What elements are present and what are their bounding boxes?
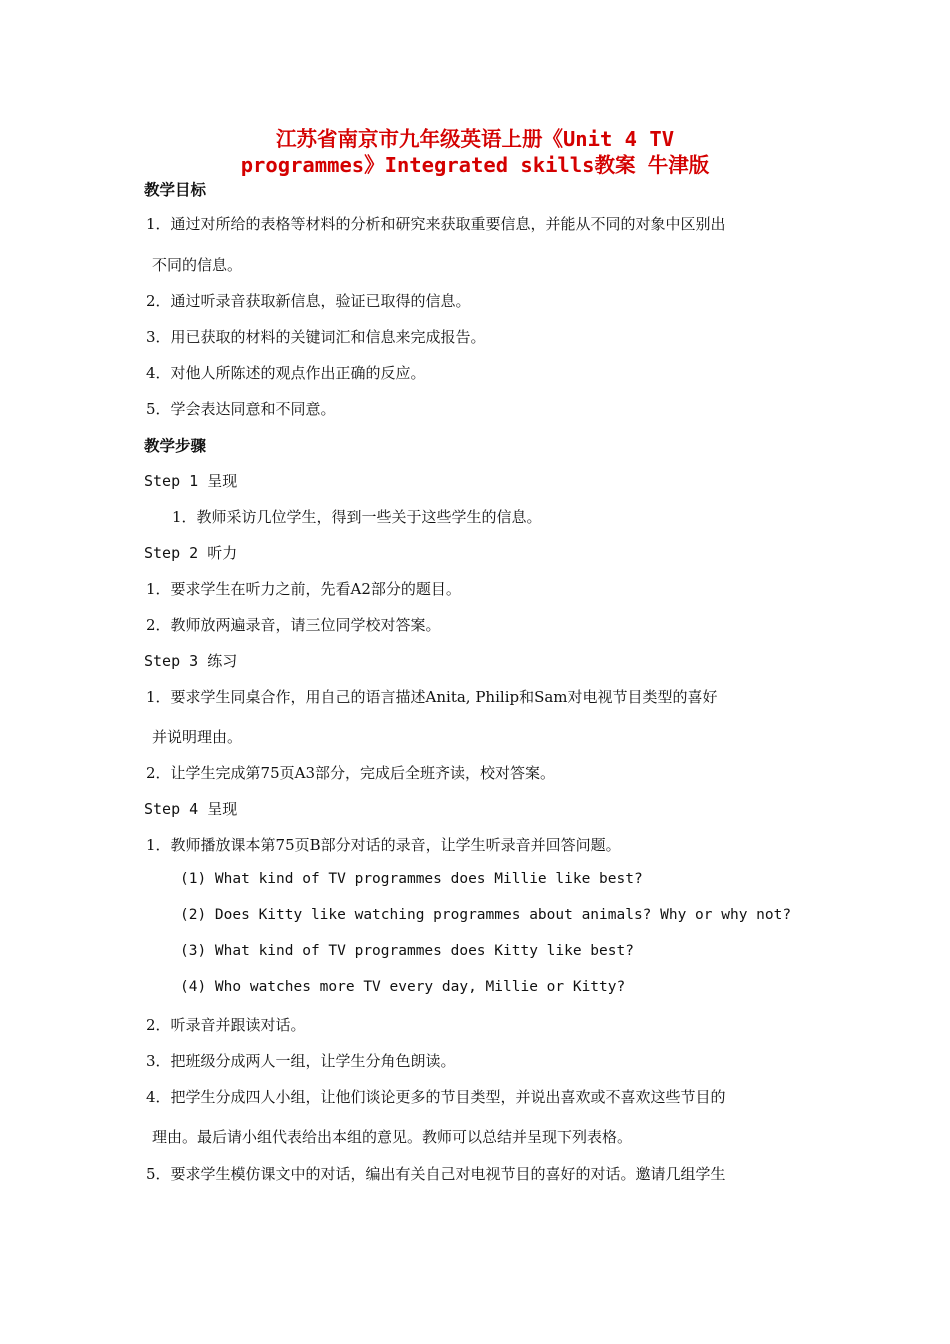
step-4-label: Step 4 呈现 — [144, 800, 238, 818]
objectives-heading: 教学目标 — [144, 181, 207, 199]
step-4-item: 3．把班级分成两人一组，让学生分角色朗读。 — [146, 1052, 456, 1070]
step-4-item: 4．把学生分成四人小组，让他们谈论更多的节目类型，并说出喜欢或不喜欢这些节目的 — [146, 1088, 726, 1106]
objective-item: 5．学会表达同意和不同意。 — [146, 400, 336, 418]
objective-item: 3．用已获取的材料的关键词汇和信息来完成报告。 — [146, 328, 486, 346]
listening-question: (4) Who watches more TV every day, Millie or Kitty? — [180, 979, 626, 995]
step-3-item: 2．让学生完成第75页A3部分，完成后全班齐读，校对答案。 — [146, 764, 556, 782]
step-3-item: 1．要求学生同桌合作，用自己的语言描述Anita, Philip和Sam对电视节目类型的喜好 — [146, 688, 718, 706]
step-4-item: 2．听录音并跟读对话。 — [146, 1016, 306, 1034]
objective-item: 1．通过对所给的表格等材料的分析和研究来获取重要信息，并能从不同的对象中区别出 — [146, 215, 726, 233]
step-1-label: Step 1 呈现 — [144, 472, 238, 490]
step-4-item: 1．教师播放课本第75页B部分对话的录音，让学生听录音并回答问题。 — [146, 836, 621, 854]
objective-item: 4．对他人所陈述的观点作出正确的反应。 — [146, 364, 426, 382]
step-1-item: 1．教师采访几位学生，得到一些关于这些学生的信息。 — [172, 508, 542, 526]
document-title-line-1: 江苏省南京市九年级英语上册《Unit 4 TV — [275, 127, 675, 151]
step-2-item: 1．要求学生在听力之前，先看A2部分的题目。 — [146, 580, 461, 598]
step-2-label: Step 2 听力 — [144, 544, 238, 562]
listening-question: (1) What kind of TV programmes does Millie like best? — [180, 871, 643, 887]
step-4-item: 5．要求学生模仿课文中的对话，编出有关自己对电视节目的喜好的对话。邀请几组学生 — [146, 1165, 726, 1183]
step-4-item-continued: 理由。最后请小组代表给出本组的意见。教师可以总结并呈现下列表格。 — [152, 1128, 633, 1146]
step-3-label: Step 3 练习 — [144, 652, 238, 670]
document-title-line-2: programmes》Integrated skills教案 牛津版 — [240, 153, 710, 177]
step-2-item: 2．教师放两遍录音，请三位同学校对答案。 — [146, 616, 441, 634]
objective-item-continued: 不同的信息。 — [152, 256, 243, 274]
procedure-heading: 教学步骤 — [144, 437, 207, 455]
listening-question: (3) What kind of TV programmes does Kitty like best? — [180, 943, 634, 959]
listening-question: (2) Does Kitty like watching programmes about animals? Why or why not? — [180, 907, 792, 923]
step-3-item-continued: 并说明理由。 — [152, 728, 243, 746]
objective-item: 2．通过听录音获取新信息，验证已取得的信息。 — [146, 292, 471, 310]
